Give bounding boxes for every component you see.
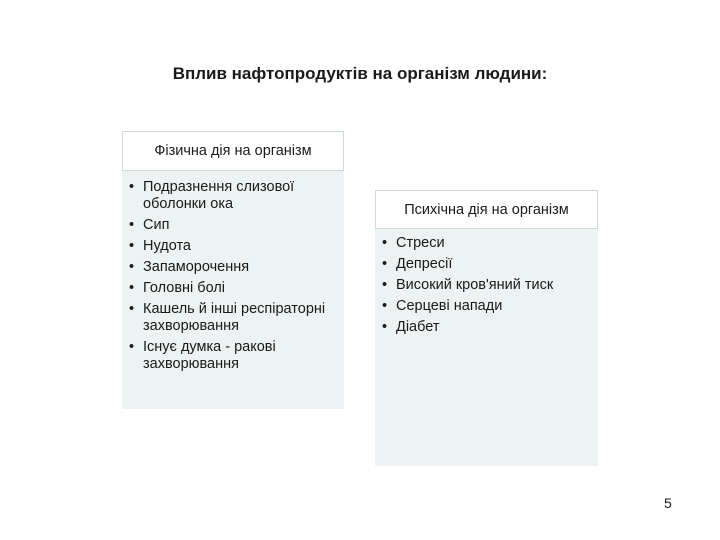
psychological-effects-panel [375,190,598,466]
list-item-text: Існує думка - ракові захворювання [143,339,276,372]
bullet-icon: • [382,298,388,314]
bullet-icon: • [129,339,135,355]
list-item [375,319,598,336]
list-item-text: Високий кров'яний тиск [396,277,554,293]
bullet-icon: • [129,238,135,254]
list-item [122,259,336,276]
list-item-text: Запаморочення [143,259,250,275]
bullet-icon: • [129,259,135,275]
physical-effects-list [122,171,336,373]
bullet-icon: • [382,256,388,272]
bullet-icon: • [129,179,135,195]
bullet-icon: • [382,319,388,335]
page-number: 5 [664,495,672,511]
list-item-text: Головні болі [143,280,226,296]
list-item [375,298,598,315]
list-item [122,217,336,234]
list-item-text: Нудота [143,238,191,254]
slide-title: Вплив нафтопродуктів на організм людини: [172,64,548,83]
physical-effects-header: Фізична дія на організм [122,131,344,171]
psychological-effects-list [375,229,598,336]
list-item [122,301,336,335]
bullet-icon: • [382,235,388,251]
list-item [122,238,336,255]
physical-effects-panel [122,131,344,409]
list-item-text: Серцеві напади [396,298,503,314]
list-item [122,280,336,297]
list-item-text: Депресії [396,256,453,272]
list-item-text: Діабет [396,319,440,335]
bullet-icon: • [129,301,135,317]
bullet-icon: • [382,277,388,293]
list-item [122,179,336,213]
list-item-text: Стреси [396,235,445,251]
bullet-icon: • [129,280,135,296]
list-item [122,339,336,373]
list-item-text: Подразнення слизової оболонки ока [143,179,295,212]
list-item-text: Кашель й інші респіраторні захворювання [143,301,326,334]
psychological-effects-header: Психічна дія на організм [375,190,598,229]
list-item [375,277,598,294]
list-item [375,256,598,273]
list-item-text: Сип [143,217,170,233]
bullet-icon: • [129,217,135,233]
list-item [375,235,598,252]
